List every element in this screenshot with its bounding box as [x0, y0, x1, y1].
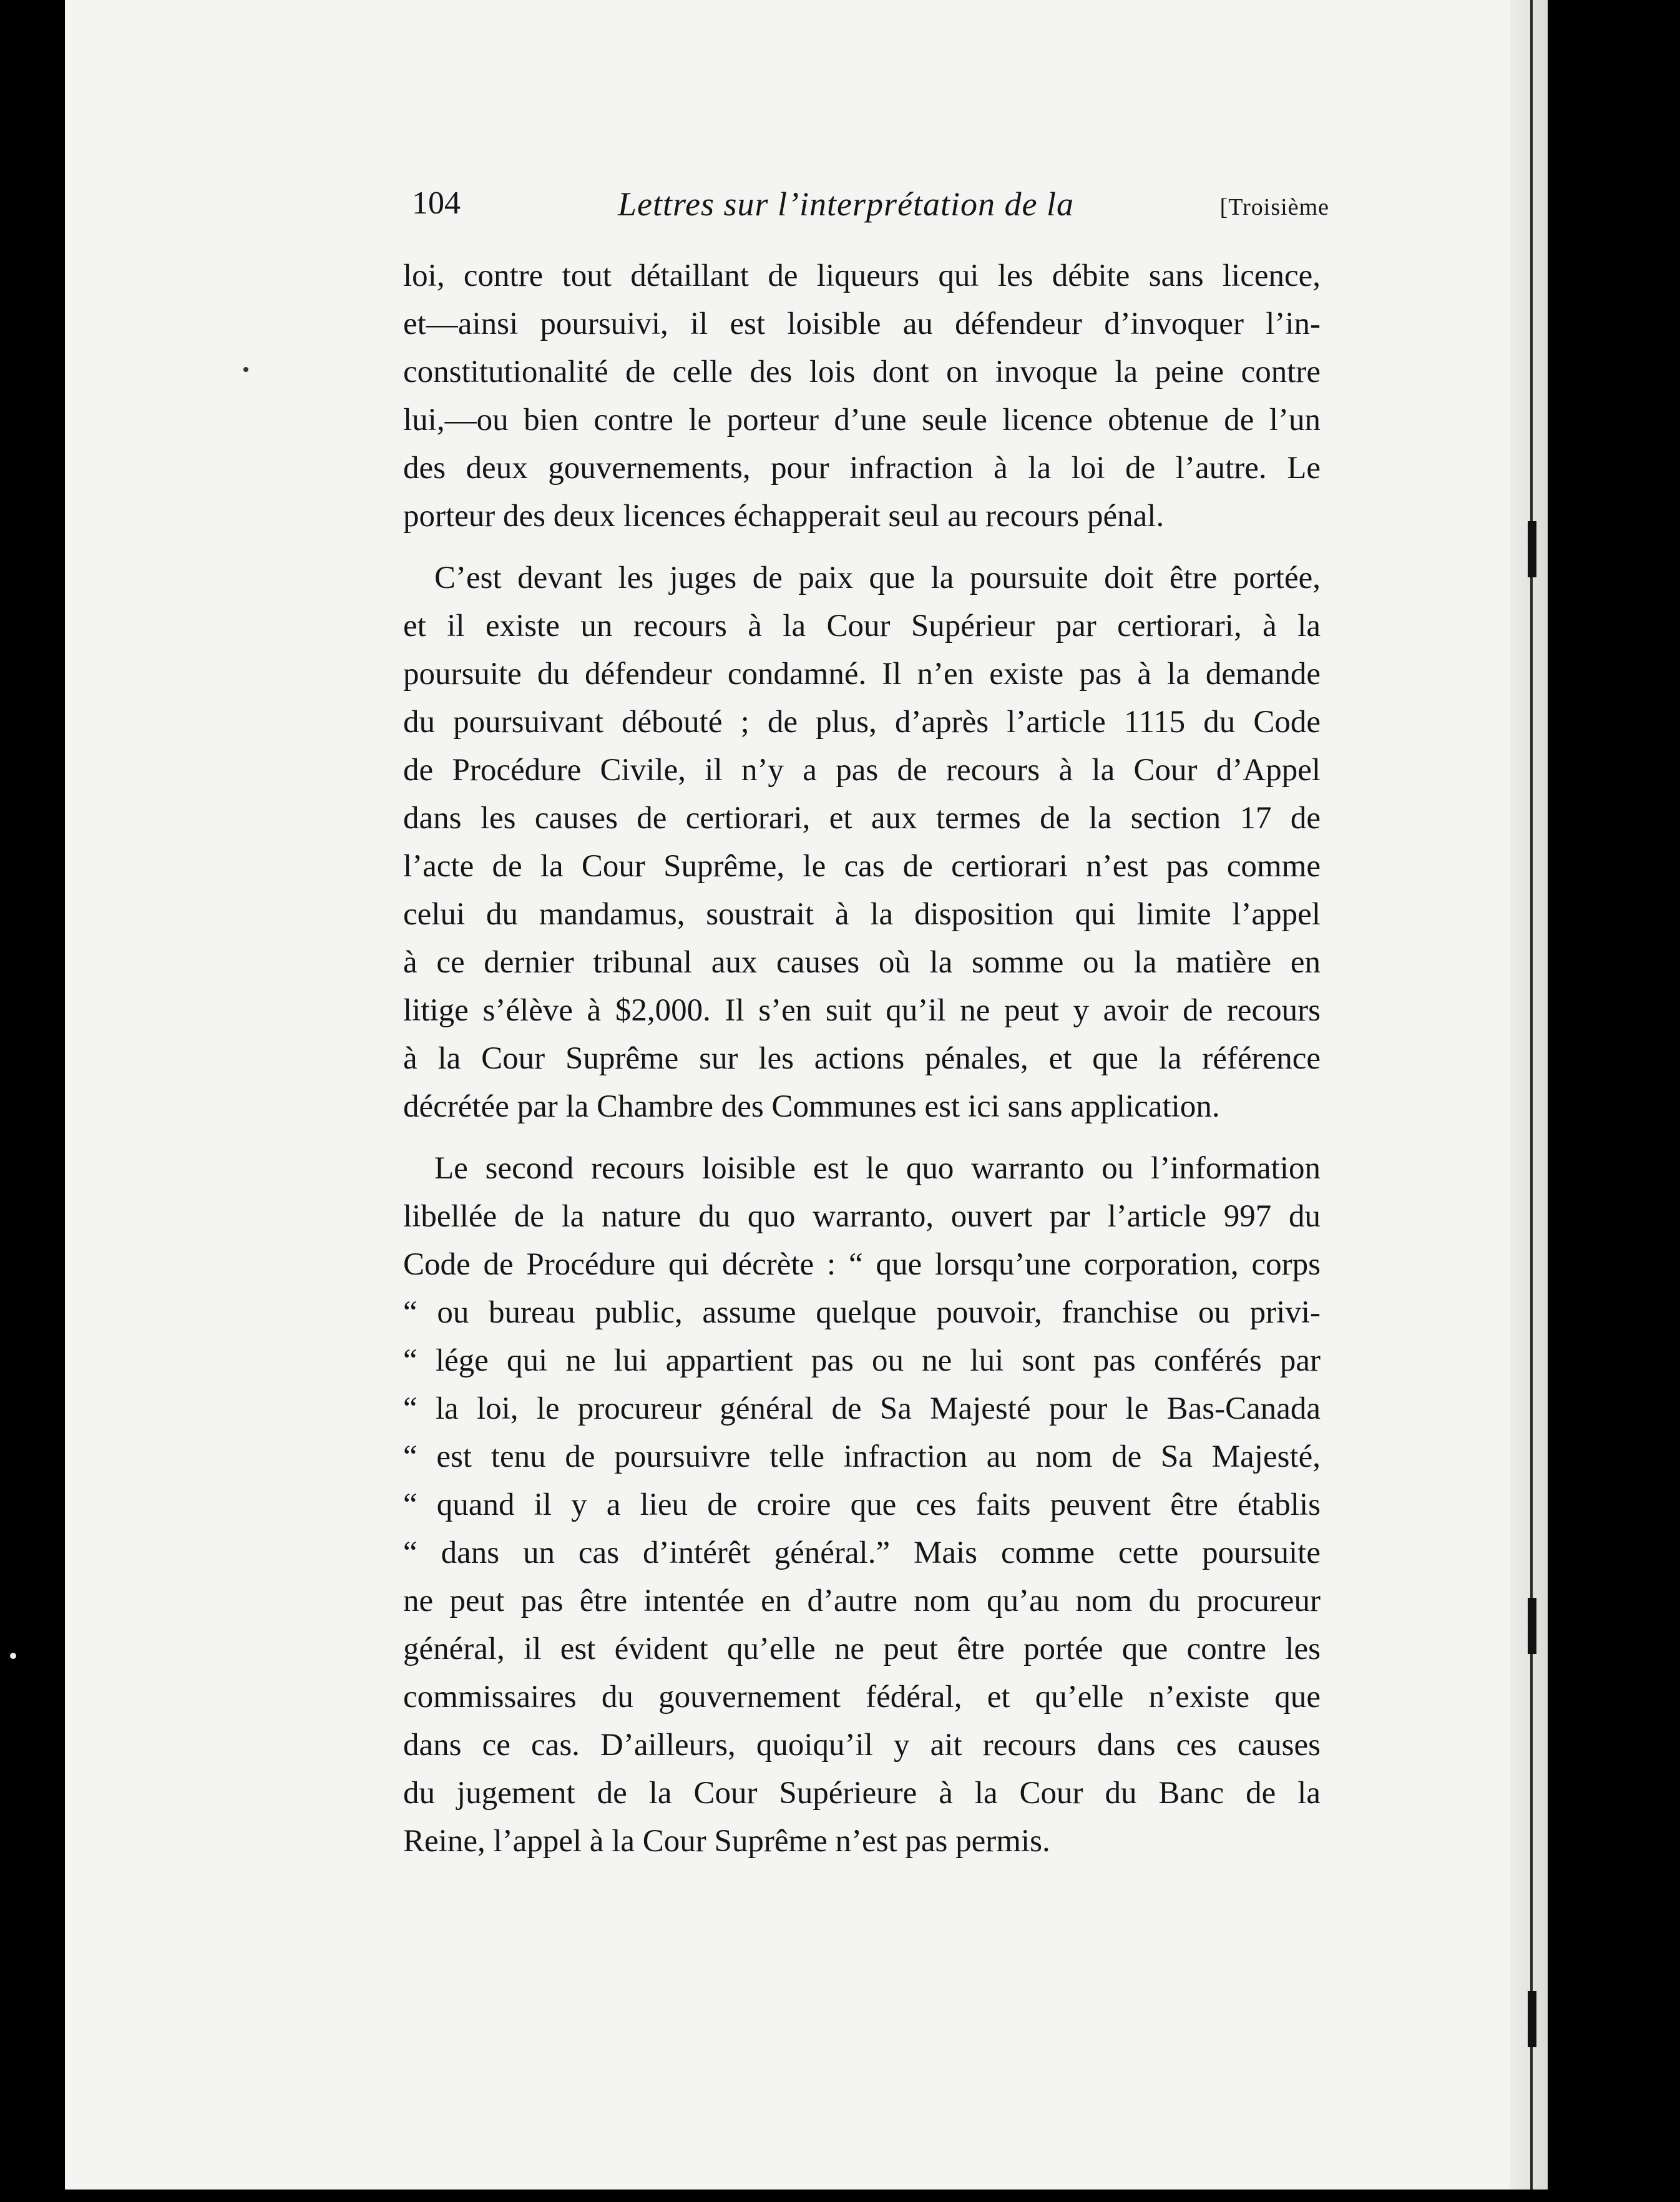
- page-gutter-edge: [1510, 0, 1548, 2190]
- text-line: à la Cour Suprême sur les actions pénales, et que la référence: [403, 1041, 1321, 1076]
- paragraph: [403, 1145, 1321, 1866]
- text-line: du jugement de la Cour Supérieure à la Cour du Banc de la: [403, 1776, 1321, 1811]
- text-line: lui,—ou bien contre le porteur d’une seule licence obtenue de l’un: [403, 403, 1321, 438]
- text-line: de Procédure Civile, il n’y a pas de recours à la Cour d’Appel: [403, 753, 1321, 788]
- bottom-black-border: [0, 2190, 1680, 2202]
- text-line: “ quand il y a lieu de croire que ces faits peuvent être établis: [403, 1487, 1321, 1522]
- text-line: décrétée par la Chambre des Communes est ici sans application.: [403, 1089, 1220, 1124]
- running-header: [412, 185, 1329, 235]
- section-label: [Troisième: [1219, 194, 1329, 220]
- running-title: Lettres sur l’interprétation de la: [618, 185, 1074, 223]
- page-number: 104: [412, 185, 461, 221]
- edge-notch: [1528, 521, 1536, 577]
- text-line: du poursuivant débouté ; de plus, d’après l’article 1115 du Code: [403, 705, 1321, 740]
- text-line: porteur des deux licences échapperait seul au recours pénal.: [403, 499, 1165, 534]
- text-line: poursuite du défendeur condamné. Il n’en existe pas à la demande: [403, 657, 1321, 692]
- text-line: dans ce cas. D’ailleurs, quoiqu’il y ait recours dans ces causes: [403, 1728, 1321, 1763]
- text-line: Code de Procédure qui décrète : “ que lorsqu’une corporation, corps: [403, 1247, 1321, 1282]
- paragraph: [403, 554, 1321, 1131]
- text-line: C’est devant les juges de paix que la poursuite doit être portée,: [434, 560, 1321, 595]
- text-line: général, il est évident qu’elle ne peut être portée que contre les: [403, 1632, 1321, 1666]
- text-line: litige s’élève à $2,000. Il s’en suit qu’il ne peut y avoir de recours: [403, 993, 1321, 1028]
- text-line: “ dans un cas d’intérêt général.” Mais comme cette poursuite: [403, 1535, 1321, 1570]
- text-line: Reine, l’appel à la Cour Suprême n’est pas permis.: [403, 1824, 1050, 1859]
- text-line: libellée de la nature du quo warranto, ouvert par l’article 997 du: [403, 1199, 1321, 1234]
- text-line: commissaires du gouvernement fédéral, et qu’elle n’existe que: [403, 1680, 1321, 1715]
- text-line: “ est tenu de poursuivre telle infraction au nom de Sa Majesté,: [403, 1439, 1321, 1474]
- edge-notch: [1528, 1991, 1536, 2047]
- text-line: l’acte de la Cour Suprême, le cas de certiorari n’est pas comme: [403, 849, 1321, 884]
- text-line: loi, contre tout détaillant de liqueurs qui les débite sans licence,: [403, 258, 1321, 293]
- dust-speck: [243, 367, 248, 372]
- right-black-border: [1548, 0, 1680, 2202]
- text-line: à ce dernier tribunal aux causes où la somme ou la matière en: [403, 945, 1321, 980]
- text-line: et il existe un recours à la Cour Supérieur par certiorari, à la: [403, 609, 1321, 643]
- text-line: “ la loi, le procureur général de Sa Majesté pour le Bas-Canada: [403, 1391, 1321, 1426]
- body-text: [403, 252, 1321, 1866]
- dust-speck: [10, 1653, 16, 1659]
- text-line: des deux gouvernements, pour infraction à la loi de l’autre. Le: [403, 451, 1321, 486]
- text-line: celui du mandamus, soustrait à la disposition qui limite l’appel: [403, 897, 1321, 932]
- text-line: dans les causes de certiorari, et aux termes de la section 17 de: [403, 801, 1321, 836]
- text-line: “ ou bureau public, assume quelque pouvoir, franchise ou privi-: [403, 1295, 1321, 1330]
- edge-notch: [1528, 1598, 1536, 1654]
- page-edge-line: [1530, 0, 1533, 2190]
- paragraph: [403, 252, 1321, 541]
- text-line: Le second recours loisible est le quo warranto ou l’information: [434, 1151, 1321, 1186]
- text-line: “ lége qui ne lui appartient pas ou ne lui sont pas conférés par: [403, 1343, 1321, 1378]
- text-line: et—ainsi poursuivi, il est loisible au défendeur d’invoquer l’in-: [403, 306, 1321, 341]
- text-line: constitutionalité de celle des lois dont on invoque la peine contre: [403, 355, 1321, 389]
- text-line: ne peut pas être intentée en d’autre nom qu’au nom du procureur: [403, 1583, 1321, 1618]
